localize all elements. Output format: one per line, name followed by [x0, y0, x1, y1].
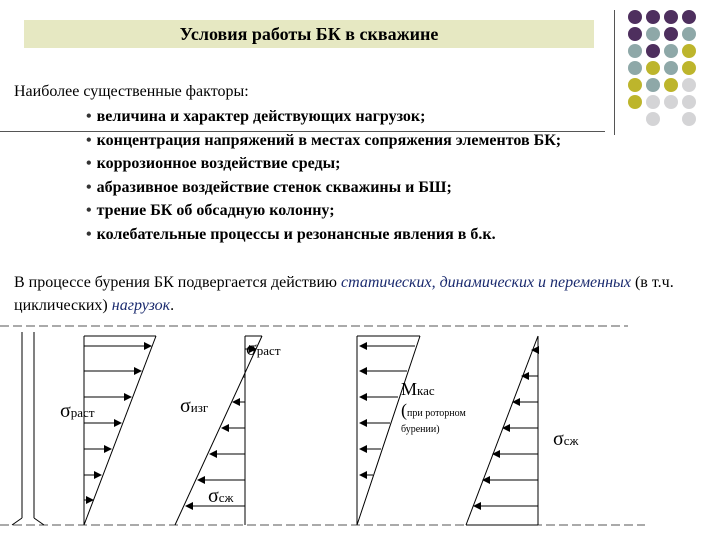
decor-dot — [628, 95, 642, 109]
paragraph-text: В процессе бурения БК подвергается действию — [14, 274, 341, 291]
paragraph-highlight: нагрузок — [111, 297, 171, 314]
decor-dot — [628, 44, 642, 58]
decor-dot — [682, 61, 696, 75]
factor-item: • трение БК об обсадную колонну; — [86, 199, 561, 223]
decor-dot — [646, 44, 660, 58]
decor-dot — [664, 10, 678, 24]
loads-paragraph — [14, 271, 714, 317]
decor-dot — [628, 78, 642, 92]
factor-item: • абразивное воздействие стенок скважины и БШ; — [86, 176, 561, 200]
decor-dot — [664, 27, 678, 41]
decor-dot — [646, 27, 660, 41]
factor-item: • коррозионное воздействие среды; — [86, 152, 561, 176]
decor-dot — [682, 95, 696, 109]
paragraph-text: . — [170, 297, 175, 314]
sigma-tension-top-label: σраст — [246, 338, 281, 360]
sigma-compression-bottom-label: σсж — [208, 485, 234, 507]
torque-label: Мкас — [401, 379, 435, 399]
factors-heading: Наиболее существенные факторы: — [14, 83, 249, 100]
drill-string — [12, 332, 44, 525]
decor-dot — [664, 61, 678, 75]
torque-note-line1: (при роторном — [401, 400, 466, 420]
sigma-compression-label: σсж — [553, 428, 579, 450]
decor-dot — [646, 61, 660, 75]
decor-dot — [664, 95, 678, 109]
decor-dot — [646, 112, 660, 126]
factor-item: • концентрация напряжений в местах сопряжения элементов БК; — [86, 129, 561, 153]
decor-dot — [628, 27, 642, 41]
decor-dot — [664, 78, 678, 92]
paragraph-text: (в т.ч. циклических) — [14, 274, 674, 314]
decor-dot — [628, 61, 642, 75]
factor-item: • колебательные процессы и резонансные явления в б.к. — [86, 223, 561, 247]
tension-diagram — [84, 336, 156, 525]
decor-dot — [664, 44, 678, 58]
torque-note-line2: бурении) — [401, 424, 440, 435]
title-bar — [24, 20, 594, 48]
decor-dot — [682, 112, 696, 126]
decor-dot — [646, 78, 660, 92]
decor-dot — [682, 78, 696, 92]
decor-dot — [682, 27, 696, 41]
load-diagram — [0, 320, 720, 540]
slide-title: Условия работы БК в скважине — [179, 23, 439, 44]
decor-dot — [682, 10, 696, 24]
decor-dot — [646, 10, 660, 24]
sigma-bending-label: σизг — [180, 395, 209, 417]
decor-dot — [628, 10, 642, 24]
decor-dot — [682, 44, 696, 58]
factors-list — [86, 105, 561, 247]
decor-dot — [646, 95, 660, 109]
sigma-tension-label: σраст — [60, 400, 95, 422]
decorative-vertical-line — [614, 10, 615, 135]
compression-diagram — [466, 336, 538, 525]
paragraph-highlight: статических, динамических и переменных — [340, 274, 631, 291]
factor-item: • величина и характер действующих нагрузок; — [86, 105, 561, 129]
